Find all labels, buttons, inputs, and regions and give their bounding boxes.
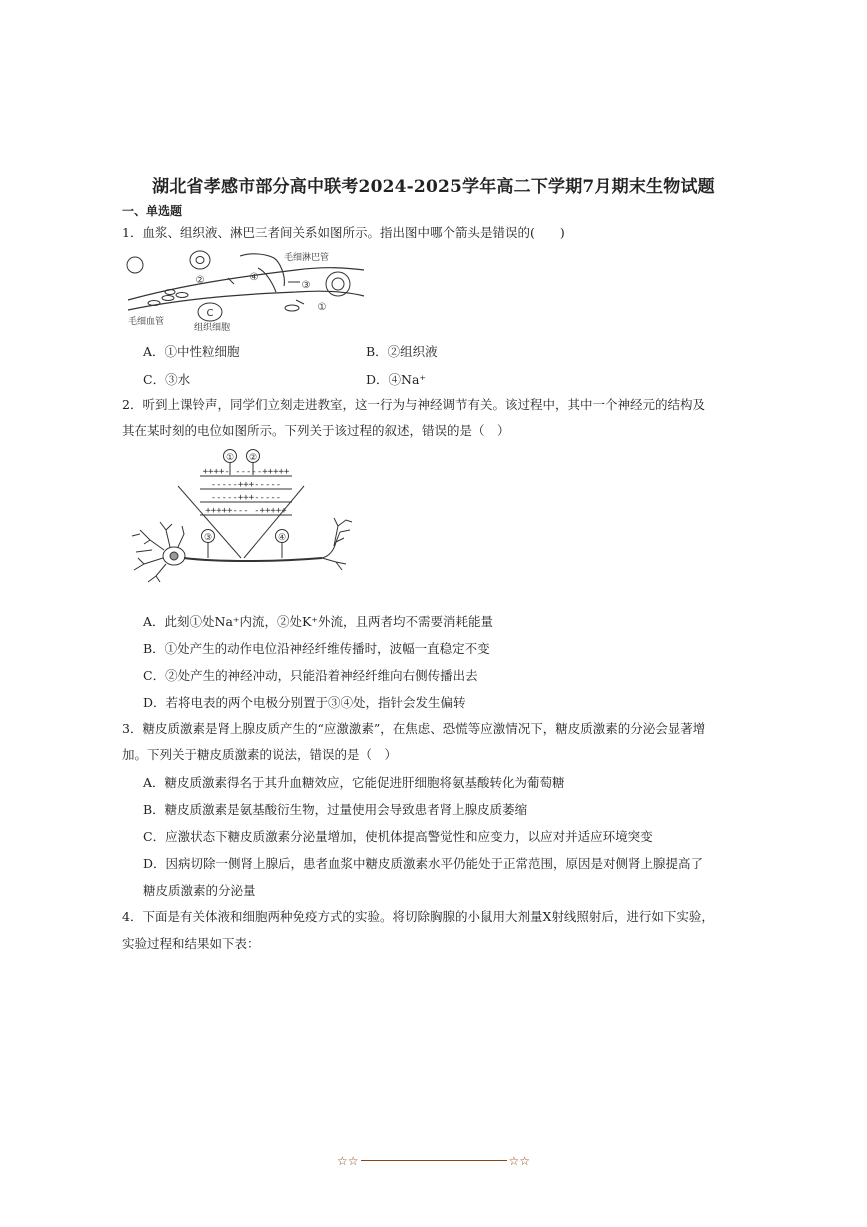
dendrites: [132, 522, 184, 582]
page-title: 湖北省孝感市部分高中联考2024-2025学年高二下学期7月期末生物试题: [152, 177, 715, 197]
svg-text:③: ③: [203, 533, 213, 543]
q2-stem-line1: 2．听到上课铃声，同学们立刻走进教室，这一行为与神经调节有关。该过程中，其中一个神经元的结构及: [122, 397, 705, 412]
q1-figure: [126, 248, 366, 332]
fig1-label-lymph: 毛细淋巴管: [284, 253, 330, 263]
footer-stars-right: ☆☆: [508, 1154, 531, 1168]
section-heading: 一、单选题: [122, 204, 183, 218]
footer-rule: [361, 1160, 507, 1161]
q1-stem: 1．血浆、组织液、淋巴三者间关系如图所示。指出图中哪个箭头是错误的( ): [122, 225, 565, 240]
membrane-row-3: -----+++-----: [210, 493, 282, 503]
svg-text:C: C: [206, 308, 214, 319]
q2-option-a[interactable]: A．此刻①处Na⁺内流，②处K⁺外流，且两者均不需要消耗能量: [143, 614, 493, 629]
q2-option-d[interactable]: D．若将电表的两个电极分别置于③④处，指针会发生偏转: [143, 695, 466, 710]
q2-option-b[interactable]: B．①处产生的动作电位沿神经纤维传播时，波幅一直稳定不变: [143, 641, 490, 656]
q1-option-b[interactable]: B．②组织液: [366, 344, 438, 359]
axon: [184, 558, 322, 561]
q3-option-d[interactable]: D．因病切除一侧肾上腺后，患者血浆中糖皮质激素水平仍能处于正常范围，原因是对侧肾上腺提高了: [143, 856, 704, 871]
lymph-capillary: [240, 254, 284, 292]
svg-text:④: ④: [277, 533, 287, 543]
membrane-row-4: +++++--- -+++++: [205, 506, 287, 516]
capillary-wall-lower: [128, 291, 364, 310]
footer-ornament: [0, 1150, 867, 1169]
arrow-1: [296, 300, 304, 304]
tissue-cell: [190, 251, 210, 269]
q4-stem-line2: 实验过程和结果如下表：: [122, 936, 260, 951]
fig1-label-1: ①: [317, 302, 327, 313]
fig1-label-2: ②: [195, 275, 205, 286]
axon-terminals: [322, 518, 352, 570]
fig1-label-3: ③: [301, 280, 311, 291]
footer-stars-left: ☆☆: [336, 1154, 359, 1168]
fig1-label-blood: 毛细血管: [128, 317, 165, 327]
svg-text:②: ②: [248, 453, 258, 463]
fig1-label-cell: 组织细胞: [194, 323, 231, 332]
q3-option-a[interactable]: A．糖皮质激素得名于其升血糖效应，它能促进肝细胞将氨基酸转化为葡萄糖: [143, 775, 565, 790]
q2-stem-line2: 其在某时刻的电位如图所示。下列关于该过程的叙述，错误的是（ ）: [122, 423, 510, 438]
q2-option-c[interactable]: C．②处产生的神经冲动，只能沿着神经纤维向右侧传播出去: [143, 668, 478, 683]
q2-figure: [126, 446, 366, 586]
q3-option-d-continued: 糖皮质激素的分泌量: [143, 883, 256, 898]
blood-cell: [285, 305, 299, 311]
q1-option-a[interactable]: A．①中性粒细胞: [143, 344, 240, 359]
blood-cell: [162, 296, 174, 301]
q3-option-b[interactable]: B．糖皮质激素是氨基酸衍生物，过量使用会导致患者肾上腺皮质萎缩: [143, 802, 528, 817]
tissue-cell: [127, 257, 143, 273]
svg-text:①: ①: [225, 453, 235, 463]
q4-stem-line1: 4．下面是有关体液和细胞两种免疫方式的实验。将切除胸腺的小鼠用大剂量X射线照射后，进行如下实验，: [122, 909, 714, 924]
fig1-label-4: ④: [249, 272, 259, 283]
q3-stem-line1: 3．糖皮质激素是肾上腺皮质产生的“应激激素”，在焦虑、恐慌等应激情况下，糖皮质激素的分泌会显著增: [122, 721, 706, 736]
blood-cell: [176, 293, 188, 298]
membrane-row-2: -----+++-----: [210, 480, 282, 490]
membrane-row-1: ++++- -----+++++: [202, 467, 290, 477]
q3-option-c[interactable]: C．应激状态下糖皮质激素分泌量增加，使机体提高警觉性和应变力，以应对并适应环境突变: [143, 829, 653, 844]
q1-option-d[interactable]: D．④Na⁺: [366, 372, 427, 387]
q3-stem-line2: 加。下列关于糖皮质激素的说法，错误的是（ ）: [122, 747, 398, 762]
q1-option-c[interactable]: C．③水: [143, 372, 191, 387]
